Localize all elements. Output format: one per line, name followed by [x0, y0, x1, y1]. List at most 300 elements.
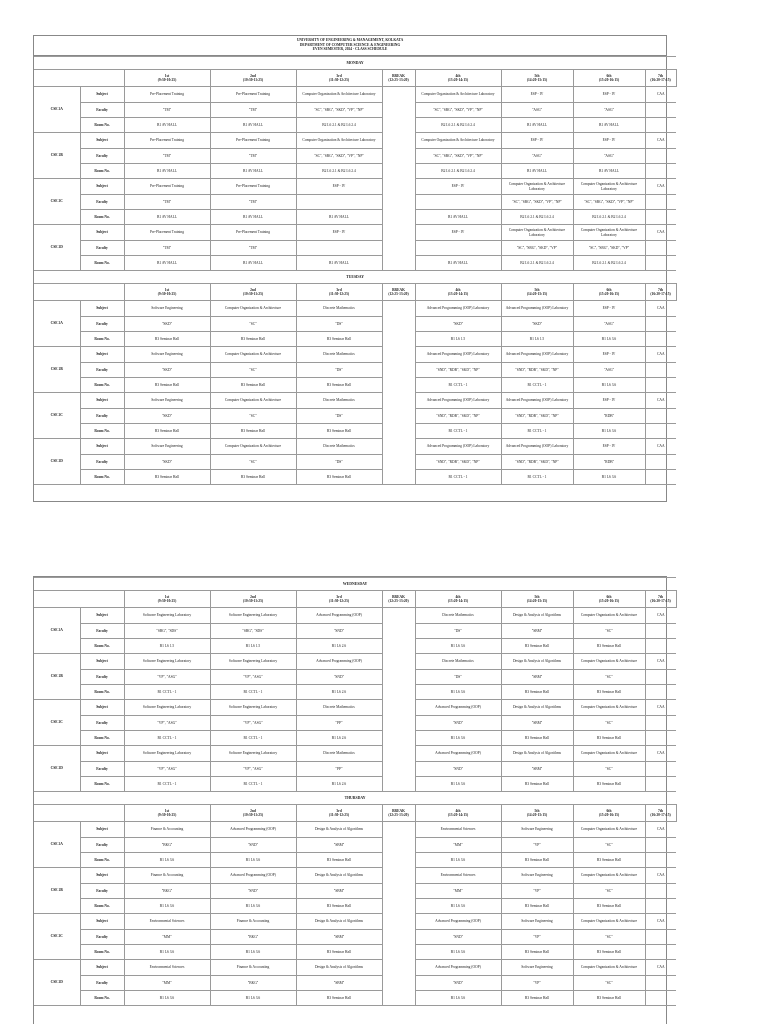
schedule-cell-subject: Software Engineering	[124, 439, 210, 455]
row-label-subject: Subject	[80, 700, 124, 716]
schedule-cell-subject: Environmental Sciences	[124, 960, 210, 976]
schedule-cell-room	[645, 991, 676, 1006]
schedule-cell-faculty: "SC"	[210, 363, 296, 378]
period-time: (14:20-15:15)	[526, 292, 548, 296]
period-name: 4th	[455, 594, 461, 599]
section-row-subject	[34, 393, 676, 409]
schedule-cell-faculty: "SC", "SBG", "SKD", "VP"	[573, 241, 645, 256]
schedule-cell-room: B1 AV HALL	[296, 210, 382, 225]
schedule-cell-room: B1 L6 3.6	[415, 853, 501, 868]
row-label-subject: Subject	[80, 301, 124, 317]
period-time: (15:20-16:15)	[598, 813, 620, 817]
schedule-cell-faculty	[645, 103, 676, 118]
schedule-cell-subject: Software Engineering Laboratory	[124, 654, 210, 670]
schedule-cell-room: B3 Seminar Hall	[573, 853, 645, 868]
schedule-cell-faculty	[645, 762, 676, 777]
day-title: THURSDAY	[34, 792, 676, 805]
section-name: CSE 2D	[34, 746, 80, 792]
schedule-cell-subject: Advanced Programming (OOP)	[415, 746, 501, 762]
section-row-subject	[34, 746, 676, 762]
schedule-cell-subject: ESP - IV	[296, 225, 382, 241]
schedule-cell-room: B1 L6 3.6	[415, 685, 501, 700]
schedule-cell-subject: ESP - IV	[296, 179, 382, 195]
schedule-cell-room: B3 Seminar Hall	[210, 424, 296, 439]
schedule-cell-room: B3 Seminar Hall	[573, 685, 645, 700]
schedule-cell-faculty: "VP", "ASG"	[210, 762, 296, 777]
period-header	[645, 805, 676, 822]
schedule-cell-faculty: "BKG"	[124, 884, 210, 899]
schedule-cell-room: B1 L6 3.6	[573, 378, 645, 393]
period-name: 3rd	[336, 287, 342, 292]
schedule-cell-subject: Computer Organization & Architecture Laboratory	[296, 133, 382, 149]
schedule-cell-subject: Pre-Placement Training	[124, 133, 210, 149]
document-header	[34, 36, 666, 56]
section-name: CSE 2B	[34, 654, 80, 700]
schedule-cell-subject: Software Engineering	[124, 301, 210, 317]
period-name: 3rd	[336, 594, 342, 599]
schedule-cell-faculty: "DS"	[296, 317, 382, 332]
schedule-cell-faculty: "SKD"	[124, 455, 210, 470]
schedule-cell-faculty: "DS"	[296, 363, 382, 378]
schedule-cell-room: B1 L6 3.6	[210, 853, 296, 868]
schedule-cell-subject: ESP - IV	[573, 87, 645, 103]
schedule-cell-room: B1 L6 3.6	[415, 777, 501, 792]
period-time: (12:25-13:20)	[388, 78, 409, 82]
schedule-cell-room: B1 AV HALL	[124, 118, 210, 133]
section-row-room	[34, 853, 676, 868]
schedule-cell-subject: CAA	[645, 347, 676, 363]
schedule-cell-room: B1 L6 1.5	[210, 639, 296, 654]
schedule-cell-subject: ESP - IV	[501, 87, 573, 103]
row-label-subject: Subject	[80, 133, 124, 149]
schedule-cell-room: B1 CCTL - 1	[210, 731, 296, 746]
schedule-cell-subject: Advanced Programming (OOP)	[210, 868, 296, 884]
schedule-cell-subject: Discrete Mathematics	[296, 746, 382, 762]
row-label-room: Room No.	[80, 378, 124, 393]
schedule-cell-faculty: "SC"	[573, 838, 645, 853]
row-label-subject: Subject	[80, 868, 124, 884]
schedule-cell-subject: Computer Organization & Architecture	[573, 700, 645, 716]
schedule-cell-subject: Advanced Programming (OOP)	[296, 608, 382, 624]
section-row-faculty	[34, 670, 676, 685]
row-label-room: Room No.	[80, 991, 124, 1006]
schedule-cell-subject: Pre-Placement Training	[210, 133, 296, 149]
day-title-row	[34, 57, 676, 70]
schedule-cell-room: B3 Seminar Hall	[501, 945, 573, 960]
period-header	[124, 70, 210, 87]
period-time: (14:20-15:15)	[526, 813, 548, 817]
row-label-subject: Subject	[80, 960, 124, 976]
period-name: 6th	[606, 287, 612, 292]
schedule-cell-subject: Software Engineering Laboratory	[210, 700, 296, 716]
schedule-cell-faculty	[645, 976, 676, 991]
schedule-cell-subject: Design & Analysis of Algorithms	[501, 700, 573, 716]
schedule-cell-room: B1 CCTL - 1	[124, 777, 210, 792]
schedule-cell-faculty: "SND", "RDB", "SKD", "NP"	[415, 409, 501, 424]
schedule-cell-room: B3 Seminar Hall	[296, 378, 382, 393]
section-name: CSE 2A	[34, 87, 80, 133]
schedule-cell-faculty	[645, 149, 676, 164]
schedule-cell-subject: Finance & Accounting	[124, 822, 210, 838]
schedule-cell-faculty: "SND"	[415, 976, 501, 991]
section-name: CSE 2C	[34, 179, 80, 225]
section-row-subject	[34, 225, 676, 241]
schedule-cell-faculty: "SND", "RDB", "SKD", "NP"	[415, 455, 501, 470]
schedule-cell-room: B3 Seminar Hall	[573, 731, 645, 746]
row-label-subject: Subject	[80, 439, 124, 455]
schedule-cell-subject: Advanced Programming (OOP) Laboratory	[415, 347, 501, 363]
break-column	[382, 301, 415, 485]
section-row-room	[34, 639, 676, 654]
schedule-cell-faculty: "ASG"	[573, 103, 645, 118]
schedule-cell-faculty: "SKD"	[415, 317, 501, 332]
schedule-cell-faculty: "SND"	[210, 884, 296, 899]
schedule-cell-faculty	[415, 195, 501, 210]
schedule-cell-room: B3 Seminar Hall	[210, 470, 296, 485]
schedule-cell-subject: Computer Organization & Architecture Laboratory	[573, 179, 645, 195]
period-header	[382, 805, 415, 822]
section-row-faculty	[34, 884, 676, 899]
header-blank	[34, 591, 124, 608]
period-time: (15:20-16:15)	[598, 599, 620, 603]
schedule-cell-faculty	[296, 195, 382, 210]
schedule-cell-room: B3 Seminar Hall	[573, 991, 645, 1006]
schedule-cell-faculty: "SC", "SBG", "SKD", "VP", "NP"	[296, 149, 382, 164]
section-row-faculty	[34, 930, 676, 945]
period-name: 2nd	[250, 287, 256, 292]
schedule-cell-room: B1 AV HALL	[296, 256, 382, 271]
schedule-cell-subject: Advanced Programming (OOP)	[415, 700, 501, 716]
schedule-page-1	[33, 35, 671, 502]
header-blank	[34, 284, 124, 301]
row-label-room: Room No.	[80, 777, 124, 792]
period-header	[382, 591, 415, 608]
schedule-cell-faculty: "VP", "ASG"	[124, 762, 210, 777]
schedule-cell-subject: Advanced Programming (OOP)	[415, 914, 501, 930]
schedule-cell-room: B3 Seminar Hall	[124, 470, 210, 485]
schedule-cell-room: B3 Seminar Hall	[573, 639, 645, 654]
period-header	[645, 284, 676, 301]
schedule-cell-faculty	[645, 716, 676, 731]
schedule-cell-faculty: "SC", "SBG", "SKD", "VP", "NP"	[573, 195, 645, 210]
schedule-cell-room: B3 Seminar Hall	[501, 899, 573, 914]
schedule-cell-faculty: "SBM"	[296, 930, 382, 945]
period-name: 7th	[658, 594, 664, 599]
period-name: 4th	[455, 73, 461, 78]
schedule-cell-subject: Pre-Placement Training	[210, 225, 296, 241]
schedule-cell-subject: Pre-Placement Training	[124, 179, 210, 195]
period-name: 2nd	[250, 808, 256, 813]
schedule-cell-faculty	[645, 317, 676, 332]
row-label-room: Room No.	[80, 424, 124, 439]
period-name: 6th	[606, 73, 612, 78]
period-header-row	[34, 591, 676, 608]
row-label-faculty: Faculty	[80, 241, 124, 256]
section-row-room	[34, 945, 676, 960]
schedule-cell-faculty: "SND"	[415, 762, 501, 777]
schedule-cell-room: B2 L6 2.1 & B2 L6 2.4	[501, 256, 573, 271]
period-time: (10:30-11:25)	[242, 78, 264, 82]
schedule-cell-room: B3 Seminar Hall	[573, 945, 645, 960]
schedule-cell-faculty: "PP"	[296, 762, 382, 777]
university-name: UNIVERSITY OF ENGINEERING & MANAGEMENT, KOLKATA	[296, 38, 404, 42]
schedule-cell-room: B1 CCTL - 1	[124, 731, 210, 746]
section-row-room	[34, 118, 676, 133]
schedule-cell-room: B1 CCTL - 1	[415, 470, 501, 485]
schedule-cell-subject: Computer Organization & Architecture	[573, 822, 645, 838]
schedule-cell-faculty: "TM"	[210, 195, 296, 210]
schedule-cell-faculty: "TM"	[210, 103, 296, 118]
section-name: CSE 2B	[34, 133, 80, 179]
day-title: WEDNESDAY	[34, 578, 676, 591]
schedule-cell-room: B1 L6 3.6	[415, 899, 501, 914]
schedule-cell-room: B3 Seminar Hall	[296, 899, 382, 914]
period-name: 5th	[534, 73, 540, 78]
schedule-cell-room: B2 L6 2.1 & B2 L6 2.4	[415, 118, 501, 133]
schedule-cell-subject: Finance & Accounting	[210, 960, 296, 976]
period-header	[501, 805, 573, 822]
row-label-faculty: Faculty	[80, 195, 124, 210]
schedule-cell-faculty: "SC", "SBG", "SKD", "VP", "NP"	[415, 149, 501, 164]
schedule-cell-subject: Advanced Programming (OOP) Laboratory	[501, 439, 573, 455]
row-label-subject: Subject	[80, 179, 124, 195]
row-label-subject: Subject	[80, 393, 124, 409]
period-header	[296, 591, 382, 608]
schedule-cell-faculty	[645, 363, 676, 378]
section-name: CSE 2C	[34, 914, 80, 960]
schedule-cell-faculty: "SC"	[573, 716, 645, 731]
period-header	[573, 805, 645, 822]
schedule-cell-room: B3 Seminar Hall	[296, 991, 382, 1006]
schedule-cell-subject: CAA	[645, 746, 676, 762]
schedule-cell-faculty: "MM"	[124, 976, 210, 991]
schedule-cell-room	[645, 639, 676, 654]
schedule-cell-subject: Pre-Placement Training	[124, 225, 210, 241]
schedule-cell-subject: Software Engineering	[124, 347, 210, 363]
schedule-cell-subject: ESP - IV	[415, 179, 501, 195]
schedule-cell-room: B1 CCTL - 1	[415, 424, 501, 439]
schedule-cell-subject: CAA	[645, 700, 676, 716]
schedule-cell-room: B3 Seminar Hall	[501, 685, 573, 700]
schedule-cell-subject: Advanced Programming (OOP) Laboratory	[415, 393, 501, 409]
schedule-cell-subject: Environmental Sciences	[415, 822, 501, 838]
period-time: (13:20-14:15)	[447, 813, 469, 817]
schedule-cell-subject: Discrete Mathematics	[296, 393, 382, 409]
schedule-cell-room: B1 L6 2.6	[296, 777, 382, 792]
period-time: (9:30-10:25)	[157, 813, 177, 817]
schedule-cell-faculty: "ASG"	[573, 317, 645, 332]
row-label-faculty: Faculty	[80, 838, 124, 853]
schedule-cell-subject: Advanced Programming (OOP) Laboratory	[415, 439, 501, 455]
period-time: (10:30-11:25)	[242, 813, 264, 817]
section-row-room	[34, 991, 676, 1006]
row-label-faculty: Faculty	[80, 624, 124, 639]
schedule-cell-room: B1 CCTL - 1	[124, 685, 210, 700]
schedule-cell-faculty	[645, 241, 676, 256]
schedule-cell-room	[645, 470, 676, 485]
schedule-cell-faculty: "VP", "ASG"	[124, 716, 210, 731]
period-header-row	[34, 284, 676, 301]
period-header	[415, 70, 501, 87]
schedule-cell-faculty	[645, 670, 676, 685]
period-header	[501, 591, 573, 608]
section-row-faculty	[34, 409, 676, 424]
schedule-cell-subject: Computer Organization & Architecture Laboratory	[415, 87, 501, 103]
period-time: (12:25-13:20)	[388, 292, 409, 296]
schedule-cell-room: B3 Seminar Hall	[210, 378, 296, 393]
period-name: 5th	[534, 287, 540, 292]
period-header	[210, 805, 296, 822]
schedule-cell-room: B1 L6 3.6	[124, 899, 210, 914]
section-row-room	[34, 378, 676, 393]
schedule-cell-room: B1 AV HALL	[210, 256, 296, 271]
schedule-cell-room: B1 CCTL - 1	[210, 685, 296, 700]
schedule-cell-room: B1 AV HALL	[573, 164, 645, 179]
schedule-cell-subject: CAA	[645, 301, 676, 317]
period-header	[501, 70, 573, 87]
period-header	[573, 591, 645, 608]
schedule-cell-room: B1 AV HALL	[210, 118, 296, 133]
schedule-cell-room: B3 Seminar Hall	[573, 777, 645, 792]
schedule-cell-faculty: "PP"	[296, 716, 382, 731]
schedule-cell-subject: CAA	[645, 608, 676, 624]
period-name: 3rd	[336, 73, 342, 78]
schedule-cell-faculty: "SBM"	[296, 838, 382, 853]
schedule-cell-subject: CAA	[645, 960, 676, 976]
period-name: 4th	[455, 808, 461, 813]
row-label-room: Room No.	[80, 164, 124, 179]
day-title-row	[34, 792, 676, 805]
period-time: (10:30-11:25)	[242, 292, 264, 296]
period-time: (16:20-17:15)	[650, 813, 671, 817]
period-header	[124, 591, 210, 608]
schedule-cell-room: B1 AV HALL	[210, 210, 296, 225]
row-label-faculty: Faculty	[80, 455, 124, 470]
schedule-cell-faculty: "SND", "RDB", "SKD", "NP"	[415, 363, 501, 378]
schedule-cell-subject: Software Engineering Laboratory	[124, 608, 210, 624]
schedule-cell-faculty: "SND", "RDB", "SKD", "NP"	[501, 409, 573, 424]
schedule-cell-room: B2 L6 2.1 & B2 L6 2.4	[501, 210, 573, 225]
schedule-cell-subject: Advanced Programming (OOP)	[296, 654, 382, 670]
row-label-subject: Subject	[80, 914, 124, 930]
schedule-cell-faculty: "TM"	[124, 195, 210, 210]
section-name: CSE 2A	[34, 301, 80, 347]
period-name: 2nd	[250, 594, 256, 599]
schedule-cell-faculty: "TM"	[124, 103, 210, 118]
schedule-cell-subject: Design & Analysis of Algorithms	[501, 608, 573, 624]
period-header	[415, 284, 501, 301]
schedule-cell-faculty: "SC"	[573, 762, 645, 777]
period-time: (15:20-16:15)	[598, 78, 620, 82]
section-row-faculty	[34, 241, 676, 256]
section-row-subject	[34, 439, 676, 455]
schedule-cell-subject: Computer Organization & Architecture Laboratory	[501, 179, 573, 195]
period-name: BREAK	[392, 287, 405, 292]
schedule-cell-subject: Software Engineering Laboratory	[210, 746, 296, 762]
break-column	[382, 822, 415, 1006]
schedule-cell-faculty: "MM"	[415, 884, 501, 899]
period-name: BREAK	[392, 808, 405, 813]
section-row-subject	[34, 608, 676, 624]
schedule-cell-room	[645, 945, 676, 960]
schedule-cell-faculty	[415, 241, 501, 256]
row-label-room: Room No.	[80, 118, 124, 133]
schedule-cell-faculty: "DS"	[296, 409, 382, 424]
schedule-cell-subject: Finance & Accounting	[124, 868, 210, 884]
section-row-subject	[34, 822, 676, 838]
schedule-cell-room: B1 CCTL - 1	[210, 777, 296, 792]
schedule-cell-faculty: "SND"	[210, 838, 296, 853]
row-label-room: Room No.	[80, 899, 124, 914]
schedule-cell-room	[645, 853, 676, 868]
section-row-room	[34, 256, 676, 271]
row-label-room: Room No.	[80, 853, 124, 868]
period-header	[501, 284, 573, 301]
schedule-cell-faculty: "MM"	[124, 930, 210, 945]
schedule-cell-faculty: "MM"	[415, 838, 501, 853]
schedule-cell-subject: Design & Analysis of Algorithms	[296, 960, 382, 976]
schedule-cell-room: B1 AV HALL	[415, 210, 501, 225]
schedule-cell-room: B3 Seminar Hall	[573, 899, 645, 914]
schedule-cell-subject: Computer Organization & Architecture	[573, 914, 645, 930]
schedule-cell-faculty: "TM"	[124, 241, 210, 256]
period-time: (10:30-11:25)	[242, 599, 264, 603]
schedule-cell-faculty: "SC", "SBG", "SKD", "VP", "NP"	[296, 103, 382, 118]
schedule-cell-faculty: "SBM"	[501, 624, 573, 639]
schedule-cell-faculty: "DS"	[415, 624, 501, 639]
schedule-cell-subject: Advanced Programming (OOP) Laboratory	[501, 393, 573, 409]
break-column	[382, 87, 415, 271]
schedule-cell-room	[645, 378, 676, 393]
schedule-cell-room: B1 AV HALL	[501, 164, 573, 179]
row-label-room: Room No.	[80, 256, 124, 271]
schedule-cell-faculty	[645, 838, 676, 853]
schedule-cell-faculty: "DS"	[296, 455, 382, 470]
schedule-cell-subject: Software Engineering	[501, 914, 573, 930]
schedule-cell-subject: Computer Organization & Architecture Laboratory	[415, 133, 501, 149]
schedule-cell-room	[645, 685, 676, 700]
period-name: 7th	[658, 287, 664, 292]
section-row-room	[34, 470, 676, 485]
schedule-cell-subject: ESP - IV	[415, 225, 501, 241]
schedule-cell-room: B1 L6 1.5	[501, 332, 573, 347]
section-row-faculty	[34, 976, 676, 991]
schedule-cell-subject: Computer Organization & Architecture	[210, 439, 296, 455]
schedule-cell-faculty: "SC"	[573, 930, 645, 945]
period-header	[415, 805, 501, 822]
schedule-cell-room: B1 CCTL - 1	[415, 378, 501, 393]
schedule-cell-subject: Computer Organization & Architecture	[573, 746, 645, 762]
period-header	[573, 284, 645, 301]
schedule-cell-room: B1 CCTL - 1	[501, 424, 573, 439]
schedule-cell-subject: CAA	[645, 822, 676, 838]
period-name: 2nd	[250, 73, 256, 78]
schedule-cell-room: B1 L6 3.6	[124, 991, 210, 1006]
section-row-subject	[34, 133, 676, 149]
section-row-faculty	[34, 762, 676, 777]
period-time: (9:30-10:25)	[157, 78, 177, 82]
period-time: (13:20-14:15)	[447, 292, 469, 296]
schedule-cell-subject: Computer Organization & Architecture	[573, 654, 645, 670]
schedule-page-2	[33, 576, 671, 1024]
schedule-cell-subject: Computer Organization & Architecture	[573, 868, 645, 884]
period-name: 7th	[658, 808, 664, 813]
schedule-cell-subject: ESP - IV	[573, 347, 645, 363]
schedule-cell-room: B1 L6 3.6	[573, 424, 645, 439]
schedule-cell-subject: Computer Organization & Architecture Laboratory	[573, 225, 645, 241]
schedule-cell-subject: ESP - IV	[573, 393, 645, 409]
schedule-cell-subject: Advanced Programming (OOP)	[210, 822, 296, 838]
